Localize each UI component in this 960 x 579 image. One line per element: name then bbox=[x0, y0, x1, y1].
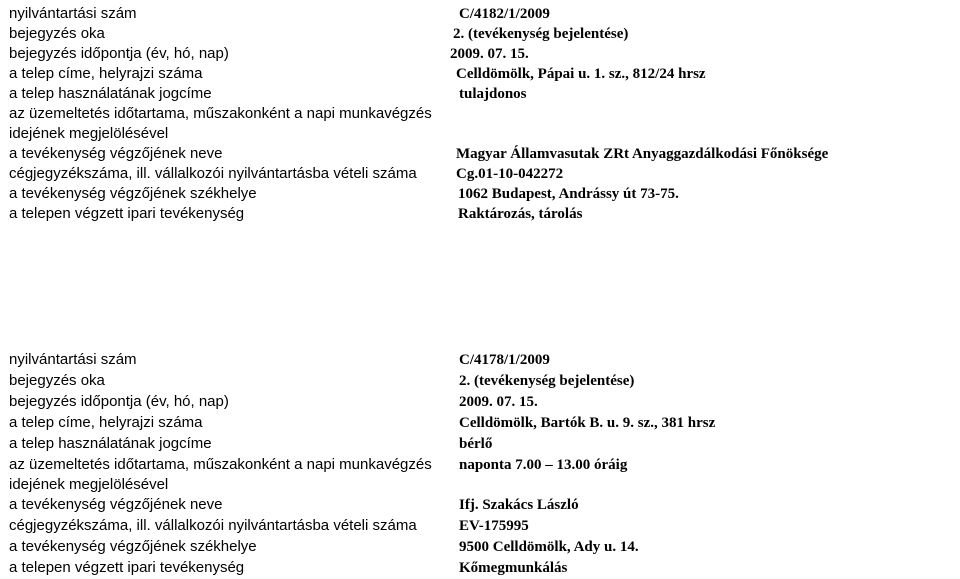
row-entry-date bbox=[9, 44, 957, 64]
label-industrial-activity: a telepen végzett ipari tevékenység bbox=[9, 559, 245, 576]
label-entry-date: bejegyzés időpontja (év, hó, nap) bbox=[9, 393, 229, 410]
row-site-usage-title bbox=[9, 434, 957, 454]
label-company-registry-number: cégjegyzékszáma, ill. vállalkozói nyilvántartásba vételi száma bbox=[9, 517, 417, 534]
row-site-address bbox=[9, 413, 957, 433]
label-entry-reason: bejegyzés oka bbox=[9, 25, 105, 42]
label-operating-hours-line1: az üzemeltetés időtartama, műszakonként a napi munkavégzés bbox=[9, 456, 432, 473]
row-operator-seat bbox=[9, 184, 957, 204]
row-entry-reason bbox=[9, 24, 957, 44]
value-entry-reason: 2. (tevékenység bejelentése) bbox=[459, 373, 635, 389]
value-entry-reason: 2. (tevékenység bejelentése) bbox=[453, 26, 629, 42]
label-operator-name: a tevékenység végzőjének neve bbox=[9, 145, 223, 162]
row-site-usage-title bbox=[9, 84, 957, 104]
row-operating-hours bbox=[9, 104, 957, 144]
label-entry-date: bejegyzés időpontja (év, hó, nap) bbox=[9, 45, 229, 62]
value-operator-name: Magyar Államvasutak ZRt Anyaggazdálkodási Főnöksége bbox=[456, 146, 829, 162]
row-operator-name bbox=[9, 495, 957, 515]
row-entry-reason bbox=[9, 371, 957, 391]
label-site-usage-title: a telep használatának jogcíme bbox=[9, 435, 212, 452]
value-operating-hours: naponta 7.00 – 13.00 óráig bbox=[459, 457, 628, 473]
label-entry-reason: bejegyzés oka bbox=[9, 372, 105, 389]
value-registration-number: C/4182/1/2009 bbox=[459, 6, 550, 22]
label-site-address: a telep címe, helyrajzi száma bbox=[9, 414, 203, 431]
label-registration-number: nyilvántartási szám bbox=[9, 5, 137, 22]
label-company-registry-number: cégjegyzékszáma, ill. vállalkozói nyilvántartásba vételi száma bbox=[9, 165, 417, 182]
value-operator-name: Ifj. Szakács László bbox=[459, 497, 579, 513]
label-operator-seat: a tevékenység végzőjének székhelye bbox=[9, 538, 257, 555]
label-operating-hours-line2: idejének megjelölésével bbox=[9, 125, 169, 142]
row-operating-hours bbox=[9, 455, 957, 495]
value-entry-date: 2009. 07. 15. bbox=[459, 394, 538, 410]
value-site-usage-title: tulajdonos bbox=[459, 86, 527, 102]
value-entry-date: 2009. 07. 15. bbox=[450, 46, 529, 62]
label-operating-hours-line1: az üzemeltetés időtartama, műszakonként a napi munkavégzés bbox=[9, 105, 432, 122]
row-entry-date bbox=[9, 392, 957, 412]
row-industrial-activity bbox=[9, 204, 957, 224]
value-operator-seat: 1062 Budapest, Andrássy út 73-75. bbox=[458, 186, 679, 202]
value-site-address: Celldömölk, Bartók B. u. 9. sz., 381 hrsz bbox=[459, 415, 716, 431]
value-operator-seat: 9500 Celldömölk, Ady u. 14. bbox=[459, 539, 639, 555]
record-c4182 bbox=[9, 4, 957, 224]
label-site-usage-title: a telep használatának jogcíme bbox=[9, 85, 212, 102]
row-company-registry-number bbox=[9, 516, 957, 536]
record-c4178 bbox=[9, 350, 957, 579]
label-registration-number: nyilvántartási szám bbox=[9, 351, 137, 368]
value-site-usage-title: bérlő bbox=[459, 436, 493, 452]
row-site-address bbox=[9, 64, 957, 84]
label-operator-seat: a tevékenység végzőjének székhelye bbox=[9, 185, 257, 202]
label-site-address: a telep címe, helyrajzi száma bbox=[9, 65, 203, 82]
value-company-registry-number: Cg.01-10-042272 bbox=[456, 166, 564, 182]
row-company-registry-number bbox=[9, 164, 957, 184]
row-operator-name bbox=[9, 144, 957, 164]
value-industrial-activity: Raktározás, tárolás bbox=[458, 206, 583, 222]
row-registration-number bbox=[9, 4, 957, 24]
value-site-address: Celldömölk, Pápai u. 1. sz., 812/24 hrsz bbox=[456, 66, 706, 82]
label-industrial-activity: a telepen végzett ipari tevékenység bbox=[9, 205, 245, 222]
value-registration-number: C/4178/1/2009 bbox=[459, 352, 550, 368]
label-operating-hours-line2: idejének megjelölésével bbox=[9, 476, 169, 493]
label-operator-name: a tevékenység végzőjének neve bbox=[9, 496, 223, 513]
row-registration-number bbox=[9, 350, 957, 370]
value-company-registry-number: EV-175995 bbox=[459, 518, 529, 534]
value-industrial-activity: Kőmegmunkálás bbox=[459, 560, 568, 576]
row-industrial-activity bbox=[9, 558, 957, 578]
row-operator-seat bbox=[9, 537, 957, 557]
